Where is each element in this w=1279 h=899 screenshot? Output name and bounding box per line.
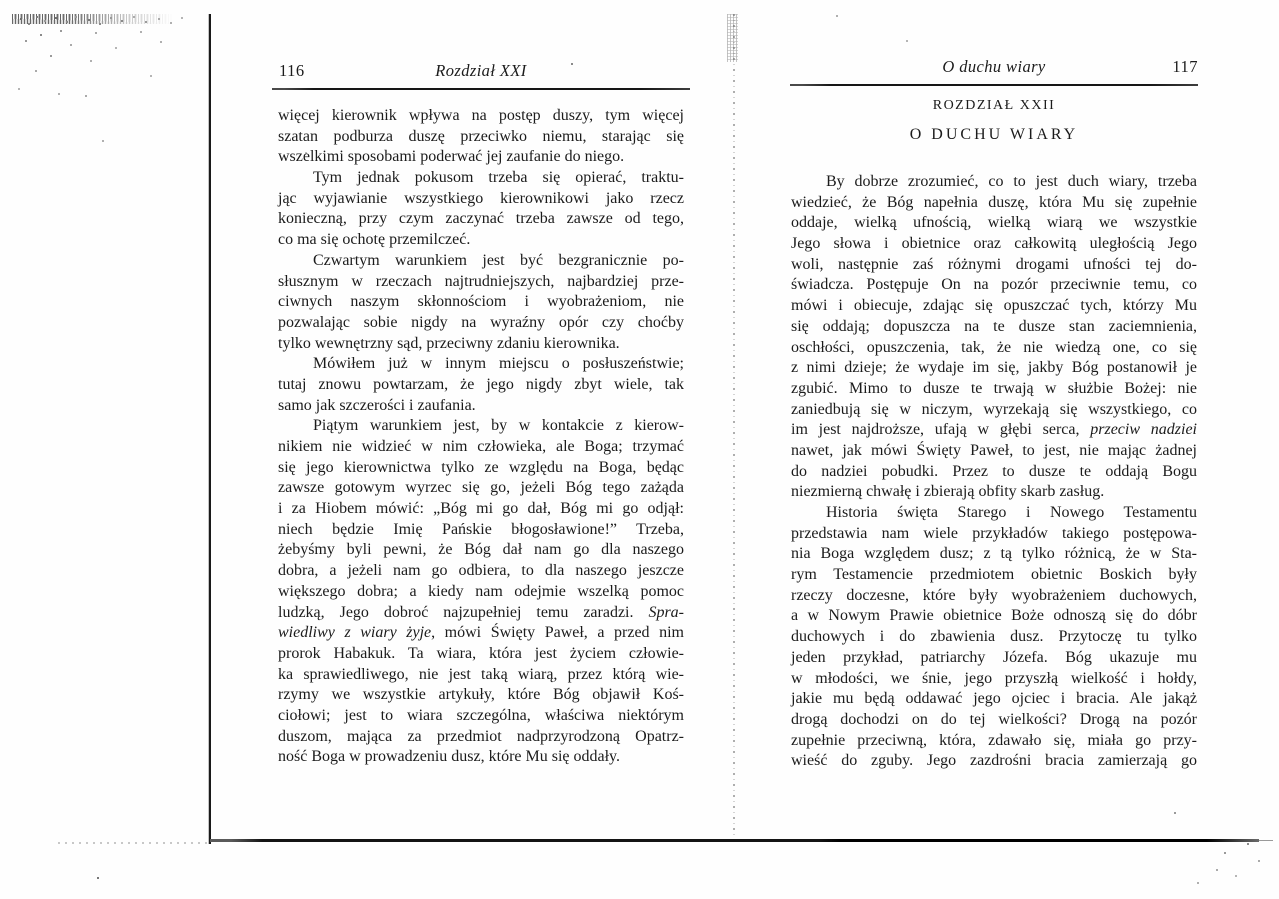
text-segment: zaniedbują się w niczym, wyrzekają się wszystkiego, co	[791, 400, 1197, 418]
text-line	[278, 375, 684, 396]
text-line	[278, 706, 684, 727]
text-line	[791, 379, 1197, 400]
paragraph	[278, 354, 684, 416]
text-segment: pozwalając sobie nigdy na wyraźny opór czy choćby	[278, 313, 684, 331]
text-segment: ciwnych naszym skłonnościom i wyobrażeniom, nie	[278, 293, 684, 311]
text-line	[791, 606, 1197, 627]
text-line	[278, 727, 684, 748]
chapter-title: O DUCHU WIARY	[909, 126, 1079, 143]
text-segment: samo jak szczerości i zaufania.	[278, 396, 476, 414]
text-segment: przedstawia nam wiele przykładów takiego postępowa-	[791, 524, 1197, 542]
text-line	[791, 482, 1197, 503]
text-segment: , mówi Święty Paweł, a przed nim	[431, 624, 685, 642]
text-segment: prorok Habakuk. Ta wiara, która jest życiem człowie-	[278, 644, 684, 662]
right-page-header	[790, 54, 1198, 84]
scan-noise-band	[12, 14, 177, 24]
emphasized-text: wiedliwy z wiary żyje	[278, 624, 432, 642]
text-line	[791, 544, 1197, 565]
gutter-shadow-top	[727, 14, 738, 62]
paragraph	[791, 172, 1197, 503]
text-segment: więcej kierownik wpływa na postęp duszy, tym więcej	[278, 107, 684, 124]
text-segment: ność Boga w prowadzeniu dusz, które Mu się oddały.	[278, 748, 620, 766]
paragraph	[791, 503, 1197, 772]
text-segment: jeden przykład, patriarchy Józefa. Bóg ukazuje mu	[791, 648, 1197, 666]
text-line	[278, 665, 684, 686]
left-header-rule	[272, 88, 690, 90]
text-segment: co ma się ochotę przemilczeć.	[278, 231, 471, 249]
text-line	[791, 648, 1197, 669]
text-line	[278, 147, 684, 168]
text-line	[791, 275, 1197, 296]
text-line	[278, 416, 684, 437]
text-line	[791, 751, 1197, 772]
text-segment: słusznym w rzeczach najtrudniejszych, najbardziej prze-	[278, 272, 684, 290]
page-bottom-edge-tail	[1259, 840, 1273, 841]
page-bottom-edge-line	[210, 839, 1259, 842]
text-line	[791, 296, 1197, 317]
text-line	[791, 317, 1197, 338]
text-segment: By dobrze zrozumieć, co to jest duch wiary, trzeba	[826, 173, 1197, 190]
text-segment: z nimi dzieje; że wydaje im się, jakby Bóg postanowił je	[791, 359, 1197, 377]
text-line	[791, 172, 1197, 193]
text-line	[791, 669, 1197, 690]
text-line	[278, 747, 684, 768]
text-segment: świadcza. Postępuje On na pozór przeciwnie temu, co	[791, 276, 1197, 294]
text-line	[278, 354, 684, 375]
text-segment: niezmierną chwałę i zbierają obfity skarb zasług.	[791, 483, 1105, 501]
text-line	[791, 213, 1197, 234]
text-line	[278, 685, 684, 706]
text-segment: tutaj znowu powtarzam, że jego nigdy zbyt wiele, tak	[278, 375, 684, 393]
paragraph	[278, 168, 684, 251]
text-segment: duchowych i do zbawienia dusz. Przytoczę tu tylko	[791, 628, 1197, 646]
text-line	[278, 437, 684, 458]
paragraph	[278, 106, 684, 168]
text-segment: jakie mu będą oddawać jego ojciec i bracia. Ale jakąż	[791, 690, 1197, 708]
left-page-header	[272, 58, 690, 88]
text-segment: do nadziei pobudki. Przez to dusze te oddają Bogu	[791, 462, 1197, 480]
text-line	[791, 689, 1197, 710]
text-line	[278, 396, 684, 417]
text-segment: ciołowi; jest to wiara szczególna, właściwa niektórym	[278, 706, 684, 724]
text-line	[791, 565, 1197, 586]
text-line	[278, 189, 684, 210]
text-line	[278, 540, 684, 561]
left-page-body	[278, 106, 684, 768]
text-line	[791, 731, 1197, 752]
text-line	[278, 209, 684, 230]
text-line	[278, 623, 684, 644]
text-line	[791, 710, 1197, 731]
text-line	[791, 627, 1197, 648]
gutter-shadow-line	[733, 14, 735, 838]
text-segment: Czwartym warunkiem jest być bezgranicznie po-	[313, 251, 684, 269]
text-segment: tylko wewnętrzny sąd, przeciwny zdaniu kierownika.	[278, 334, 620, 352]
text-line	[278, 168, 684, 189]
text-segment: się oddają; dopuszcza na te dusze stan zaciemnienia,	[791, 317, 1197, 335]
text-line	[278, 251, 684, 272]
text-segment: niech będzie Imię Pańskie błogosławione!” Trzeba,	[278, 520, 684, 538]
text-line	[278, 582, 684, 603]
emphasized-text: przeciw nadziei	[1090, 421, 1197, 439]
text-segment: wszelkimi sposobami poderwać jej zaufanie do niego.	[278, 148, 625, 166]
text-line	[791, 503, 1197, 524]
text-segment: Jego słowa i obietnice oraz całkowitą uległością Jego	[791, 235, 1197, 253]
text-segment: ka sprawiedliwego, nie jest taką wiarą, przez którą wie-	[278, 665, 684, 683]
chapter-heading: ROZDZIAŁ XXII	[932, 98, 1056, 113]
text-segment: ludzką, Jego dobroć najzupełniej temu zaradzi.	[278, 603, 649, 621]
text-line	[791, 441, 1197, 462]
text-segment: żebyśmy byli pewni, że Bóg dał nam go dla naszego	[278, 541, 684, 559]
text-segment: większego dobra; a kiedy nam odejmie wszelką pomoc	[278, 582, 684, 600]
text-segment: Historia święta Starego i Nowego Testamentu	[826, 504, 1197, 521]
text-line	[791, 420, 1197, 441]
text-line	[278, 478, 684, 499]
text-line	[278, 334, 684, 355]
bottom-speckle-trail	[58, 842, 208, 844]
text-segment: wiedzieć, że Bóg napełnia duszę, która Mu się zupełnie	[791, 193, 1197, 211]
text-line	[791, 234, 1197, 255]
page-edge-line	[209, 14, 211, 844]
paragraph	[278, 416, 684, 768]
text-line	[278, 230, 684, 251]
text-line	[791, 338, 1197, 359]
text-line	[278, 520, 684, 541]
text-segment: i za Hiobem mówić: „Bóg mi go dał, Bóg mi go odjął:	[278, 500, 684, 518]
text-segment: Mówiłem już w innym miejscu o posłuszeństwie;	[313, 355, 684, 373]
text-segment: mówi i obiecuje, zdając się opuszczać tych, którzy Mu	[791, 297, 1197, 315]
text-line	[278, 292, 684, 313]
text-segment: oschłości, opuszczenia, tak, że nie wiedzą one, co się	[791, 338, 1197, 356]
right-header-rule	[790, 84, 1198, 86]
right-page	[790, 54, 1198, 770]
text-line	[278, 644, 684, 665]
text-line	[278, 106, 684, 127]
text-segment: nawet, jak mówi Święty Paweł, to jest, nie mając żadnej	[791, 441, 1197, 459]
text-segment: konieczną, przy czym zaczynać trzeba zawsze od tego,	[278, 210, 684, 228]
text-segment: oddaje, wielką ufnością, wielką wiarą we wszystkie	[791, 214, 1197, 232]
text-segment: rym Testamencie przedmiotem obietnic Boskich były	[791, 566, 1197, 584]
text-segment: a w Nowym Prawie obietnice Boże odnoszą się do dóbr	[791, 607, 1197, 625]
left-page-number: 116	[279, 61, 305, 80]
text-segment: drogą dochodzi on do tej wielkości? Drogą na pozór	[791, 710, 1197, 728]
text-line	[791, 255, 1197, 276]
text-line	[278, 499, 684, 520]
left-running-header: Rozdział XXI	[435, 61, 527, 80]
text-segment: rzymy we wszystkie artykuły, które Bóg objawił Koś-	[278, 686, 684, 704]
text-segment: nikiem nie widzieć w nim człowieka, ale Boga; trzymać	[278, 438, 684, 455]
text-line	[791, 193, 1197, 214]
right-page-body	[791, 172, 1197, 772]
paragraph	[278, 251, 684, 354]
text-line	[278, 313, 684, 334]
text-segment: szatan podburza duszę przeciwko niemu, starając się	[278, 127, 684, 145]
text-segment: duszom, mająca za przedmiot nadprzyrodzoną Opatrz-	[278, 727, 684, 745]
text-segment: im jest najdroższe, ufają w głębi serca,	[791, 421, 1091, 439]
text-line	[791, 462, 1197, 483]
text-segment: jąc wyjawianie wszystkiego kierownikowi jako rzecz	[278, 189, 684, 207]
right-page-number: 117	[1172, 57, 1198, 76]
text-segment: rzeczy doczesne, które były wyobrażeniem duchowych,	[791, 586, 1197, 604]
text-line	[278, 561, 684, 582]
text-segment: zawsze gotowym wyrzec się go, jeżeli Bóg tego zażąda	[278, 479, 684, 497]
right-running-header: O duchu wiary	[942, 57, 1046, 76]
text-line	[278, 127, 684, 148]
text-line	[278, 603, 684, 624]
emphasized-text: Spra-	[648, 603, 684, 621]
text-segment: Piątym warunkiem jest, by w kontakcie z kierow-	[313, 417, 684, 435]
text-line	[791, 524, 1197, 545]
text-segment: wieść do zguby. Jego zazdrośni bracia zamierzają go	[791, 752, 1197, 770]
text-segment: się jego kierownictwa tylko ze względu na Boga, będąc	[278, 458, 684, 476]
text-segment: dobra, a jeżeli nam go odbiera, to dla naszego jeszcze	[278, 562, 684, 580]
left-page	[272, 58, 690, 766]
text-segment: w młodości, we śnie, jego przyszłą wielkość i hołdy,	[791, 669, 1197, 687]
text-line	[278, 458, 684, 479]
text-segment: zupełnie przeciwną, która, zdawało się, miała go przy-	[791, 731, 1197, 749]
text-segment: Tym jednak pokusom trzeba się opierać, traktu-	[313, 169, 684, 187]
scan-noise-dots	[0, 0, 2, 2]
text-segment: woli, następnie zaś różnymi drogami ufności tej do-	[791, 255, 1197, 273]
text-line	[791, 400, 1197, 421]
text-line	[791, 358, 1197, 379]
text-line	[278, 272, 684, 293]
text-segment: nia Boga względem dusz; z tą tylko różnicą, że w Sta-	[791, 545, 1197, 563]
text-segment: zgubić. Mimo to dusze te trwają w służbie Bożej: nie	[791, 379, 1197, 397]
text-line	[791, 586, 1197, 607]
